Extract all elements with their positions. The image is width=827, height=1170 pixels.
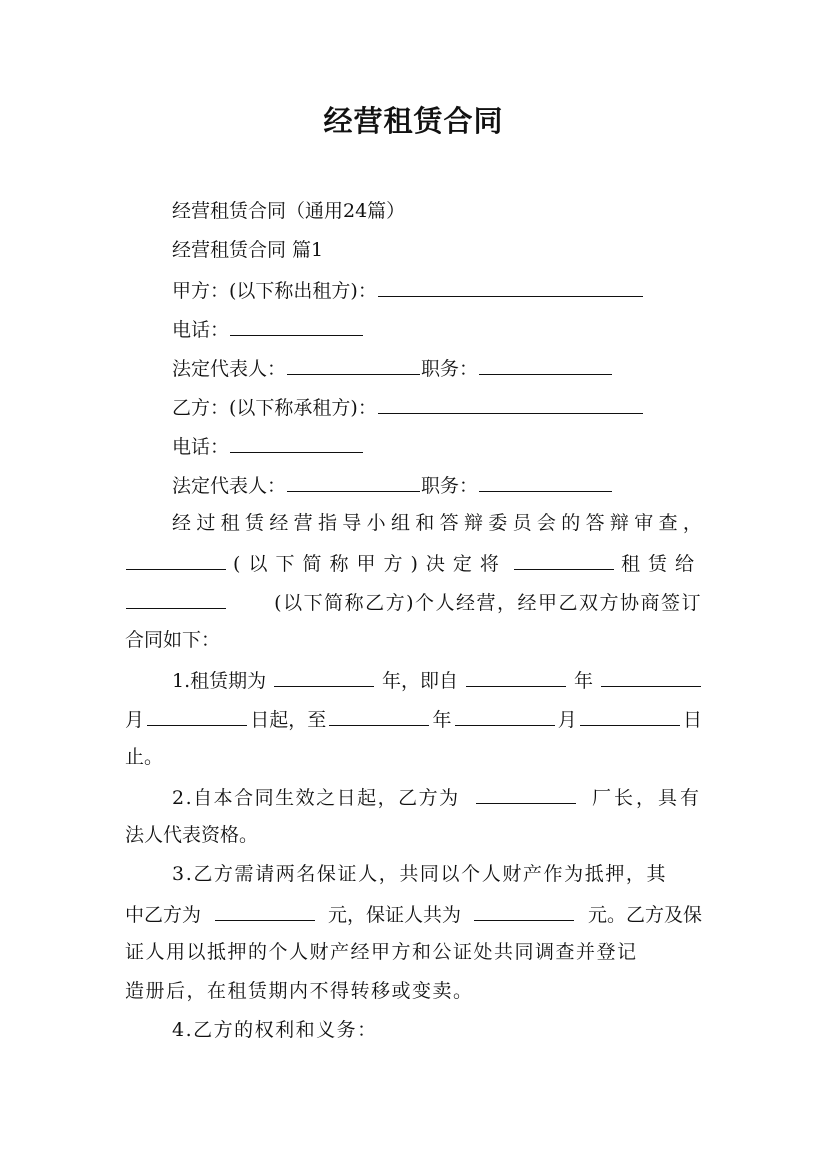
- intro-blank-c[interactable]: [126, 588, 226, 609]
- clause1-blank-start-month[interactable]: [601, 666, 701, 687]
- intro-char: 答: [439, 512, 459, 534]
- intro-char: 查: [658, 512, 678, 534]
- clause1-line-3: 止。: [125, 746, 164, 768]
- party-a-blank[interactable]: [378, 276, 643, 297]
- party-a-label: 甲方：(以下称出租方)：: [172, 280, 377, 302]
- clause1-line-2: [125, 705, 702, 733]
- clause3-line-1: 3.乙方需请两名保证人，共同以个人财产作为抵押，其: [172, 863, 668, 885]
- party-a-phone-line: [172, 315, 364, 343]
- document-subtitle: 经营租赁合同（通用24篇）: [172, 200, 406, 222]
- clause1-text-f: 年: [432, 709, 452, 731]
- party-b-rep-blank[interactable]: [287, 471, 420, 492]
- clause1-blank-start-year[interactable]: [466, 666, 566, 687]
- clause1-text-e: 日起，至: [250, 709, 327, 731]
- intro-text-a: (以下简称甲方)决定将: [233, 553, 507, 575]
- intro-char: 委: [488, 512, 508, 534]
- clause3-blank-tenant-amount[interactable]: [215, 900, 315, 921]
- party-b-phone-label: 电话：: [172, 436, 230, 458]
- intro-line-4: 合同如下：: [125, 629, 221, 651]
- intro-char: 员: [512, 512, 532, 534]
- clause1-text-a: 1.租赁期为: [172, 670, 267, 692]
- intro-blank-b[interactable]: [514, 549, 614, 570]
- clause3-line-3: 证人用以抵押的个人财产经甲方和公证处共同调查并登记: [125, 941, 638, 963]
- intro-blank-a[interactable]: [126, 549, 226, 570]
- intro-char: 小: [366, 512, 386, 534]
- clause1-text-b: 年，即自: [382, 670, 459, 692]
- clause1-blank-end-day[interactable]: [580, 705, 680, 726]
- party-b-phone-blank[interactable]: [230, 432, 363, 453]
- intro-line-3: [125, 588, 702, 616]
- party-a-rep-blank[interactable]: [287, 354, 420, 375]
- party-b-label: 乙方：(以下称承租方)：: [172, 397, 377, 419]
- clause1-blank-end-month[interactable]: [455, 705, 555, 726]
- intro-char: 辩: [609, 512, 629, 534]
- party-b-rep-label: 法定代表人：: [172, 475, 287, 497]
- clause3-blank-guarantor-amount[interactable]: [474, 900, 574, 921]
- section-heading: 经营租赁合同 篇1: [172, 239, 324, 261]
- party-a-position-blank[interactable]: [479, 354, 612, 375]
- clause2-line-1: [172, 783, 702, 811]
- intro-char: ，: [682, 512, 702, 534]
- intro-char: 经: [269, 512, 289, 534]
- intro-text-b: 租赁给: [620, 553, 702, 575]
- clause1-text-g: 月: [557, 709, 577, 731]
- intro-line-1: [172, 510, 702, 536]
- clause2-text-b: 厂长，具有: [591, 787, 702, 809]
- clause1-text-d: 月: [125, 709, 145, 731]
- clause2-text-a: 2.自本合同生效之日起，乙方为: [172, 787, 460, 809]
- party-b-phone-line: [172, 432, 364, 460]
- intro-char: 租: [220, 512, 240, 534]
- clause4-heading: 4.乙方的权利和义务：: [172, 1019, 378, 1041]
- clause3-line-2: [125, 900, 702, 928]
- intro-char: 指: [317, 512, 337, 534]
- clause1-line-1: [172, 666, 702, 694]
- intro-text-c: (以下简称乙方)个人经营，经甲乙双方协商签订: [274, 592, 702, 614]
- party-b-blank[interactable]: [378, 393, 643, 414]
- party-a-rep-label: 法定代表人：: [172, 358, 287, 380]
- clause2-line-2: 法人代表资格。: [125, 824, 259, 846]
- clause2-blank-factory[interactable]: [476, 783, 576, 804]
- party-a-phone-label: 电话：: [172, 319, 230, 341]
- clause3-text-c: 元。乙方及保: [587, 904, 702, 926]
- clause1-blank-end-year[interactable]: [329, 705, 429, 726]
- intro-char: 审: [634, 512, 654, 534]
- intro-char: 营: [293, 512, 313, 534]
- party-a-rep-line: [172, 354, 613, 382]
- clause1-blank-start-day[interactable]: [147, 705, 247, 726]
- intro-char: 组: [390, 512, 410, 534]
- party-b-rep-line: [172, 471, 613, 499]
- intro-char: 赁: [244, 512, 264, 534]
- party-b-position-label: 职务：: [421, 475, 479, 497]
- document-title: 经营租赁合同: [323, 104, 504, 138]
- clause3-text-b: 元，保证人共为: [327, 904, 461, 926]
- intro-char: 的: [561, 512, 581, 534]
- intro-line-2: [125, 549, 702, 577]
- intro-char: 和: [415, 512, 435, 534]
- party-a-line: [172, 276, 644, 304]
- party-a-position-label: 职务：: [421, 358, 479, 380]
- clause1-blank-term[interactable]: [274, 666, 374, 687]
- intro-char: 导: [342, 512, 362, 534]
- party-a-phone-blank[interactable]: [230, 315, 363, 336]
- clause1-text-c: 年: [573, 670, 593, 692]
- intro-char: 答: [585, 512, 605, 534]
- intro-char: 会: [536, 512, 556, 534]
- party-b-line: [172, 393, 644, 421]
- intro-char: 过: [196, 512, 216, 534]
- clause3-line-4: 造册后，在租赁期内不得转移或变卖。: [125, 980, 474, 1002]
- party-b-position-blank[interactable]: [479, 471, 612, 492]
- clause3-text-a: 中乙方为: [125, 904, 202, 926]
- intro-char: 辩: [463, 512, 483, 534]
- intro-char: 经: [172, 512, 192, 534]
- clause1-text-h: 日: [682, 709, 702, 731]
